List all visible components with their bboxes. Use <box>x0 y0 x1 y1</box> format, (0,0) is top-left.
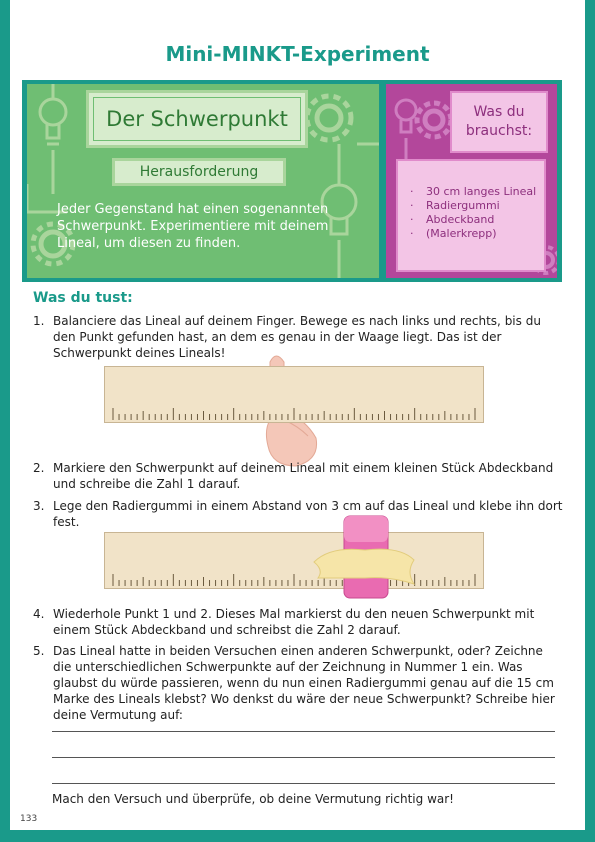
step-number: 3. <box>33 499 45 513</box>
gear-icon <box>307 96 351 140</box>
material-item: · 30 cm langes Lineal <box>410 185 544 199</box>
eraser-with-tape <box>310 512 420 604</box>
page-number: 133 <box>20 814 38 824</box>
step-number: 1. <box>33 314 45 328</box>
ruler-drawing-1 <box>104 366 484 423</box>
ruler-ticks <box>111 406 477 420</box>
page-border-left <box>0 0 10 842</box>
step-text: Das Lineal hatte in beiden Versuchen einen anderen Schwerpunkt, oder? Zeichne die unterschiedlichen Schwerpunkte auf der Zeichnung in Nummer 1 ein. Was glaubst du würde passieren, wenn du nun einen Radiergummi genau auf die 15 cm Marke des Lineals klebst? Wo denkst du wäre der neue Schwerpunkt? Schreibe hier deine Vermutung auf: <box>53 644 555 722</box>
intro-text: Jeder Gegenstand hat einen sogenannten Schwerpunkt. Experimentiere mit deinem Lineal, um diesen zu finden. <box>57 202 329 251</box>
page-border-bottom <box>0 830 595 842</box>
step-number: 5. <box>33 644 45 658</box>
materials-list-box <box>396 159 546 272</box>
material-item: · (Malerkrepp) <box>410 227 544 241</box>
page-border-right <box>585 0 595 842</box>
ruler-ticks <box>111 572 477 586</box>
instructions-heading: Was du tust: <box>33 290 133 306</box>
closing-text: Mach den Versuch und überprüfe, ob deine Vermutung richtig war! <box>52 792 454 806</box>
topic-title-box <box>86 90 308 148</box>
materials-title: Was du brauchst: <box>465 104 533 139</box>
step-text: Balanciere das Lineal auf deinem Finger. Bewege es nach links und rechts, bis du den Punkt gefunden hast, an dem es genau in der Waage liegt. Das ist der Schwerpunkt deines Lineals! <box>53 314 541 360</box>
materials-title-box <box>450 91 548 153</box>
step-number: 2. <box>33 461 45 475</box>
challenge-label: Herausforderung <box>139 164 259 180</box>
topic-title: Der Schwerpunkt <box>106 107 288 131</box>
lightbulb-icon <box>40 84 66 194</box>
materials-list <box>398 161 544 241</box>
answer-line[interactable] <box>52 757 555 758</box>
step-text: Wiederhole Punkt 1 und 2. Dieses Mal markierst du den neuen Schwerpunkt mit einem Stück Abdeckband und schreibst die Zahl 2 darauf. <box>53 607 535 637</box>
material-item: · Abdeckband <box>410 213 544 227</box>
answer-line[interactable] <box>52 783 555 784</box>
challenge-label-box <box>112 158 286 186</box>
step-number: 4. <box>33 607 45 621</box>
material-item: · Radiergummi <box>410 199 544 213</box>
ruler-drawing-2 <box>104 532 484 589</box>
lightbulb-icon <box>396 100 416 164</box>
gear-icon <box>417 103 451 137</box>
answer-line[interactable] <box>52 731 555 732</box>
step-text: Markiere den Schwerpunkt auf deinem Lineal mit einem kleinen Stück Abdeckband und schreibe die Zahl 1 darauf. <box>53 461 554 491</box>
page-title: Mini-MINKT-Experiment <box>165 42 430 66</box>
step-text: Lege den Radiergummi in einem Abstand von 3 cm auf das Lineal und klebe ihn dort fest. <box>53 499 563 529</box>
